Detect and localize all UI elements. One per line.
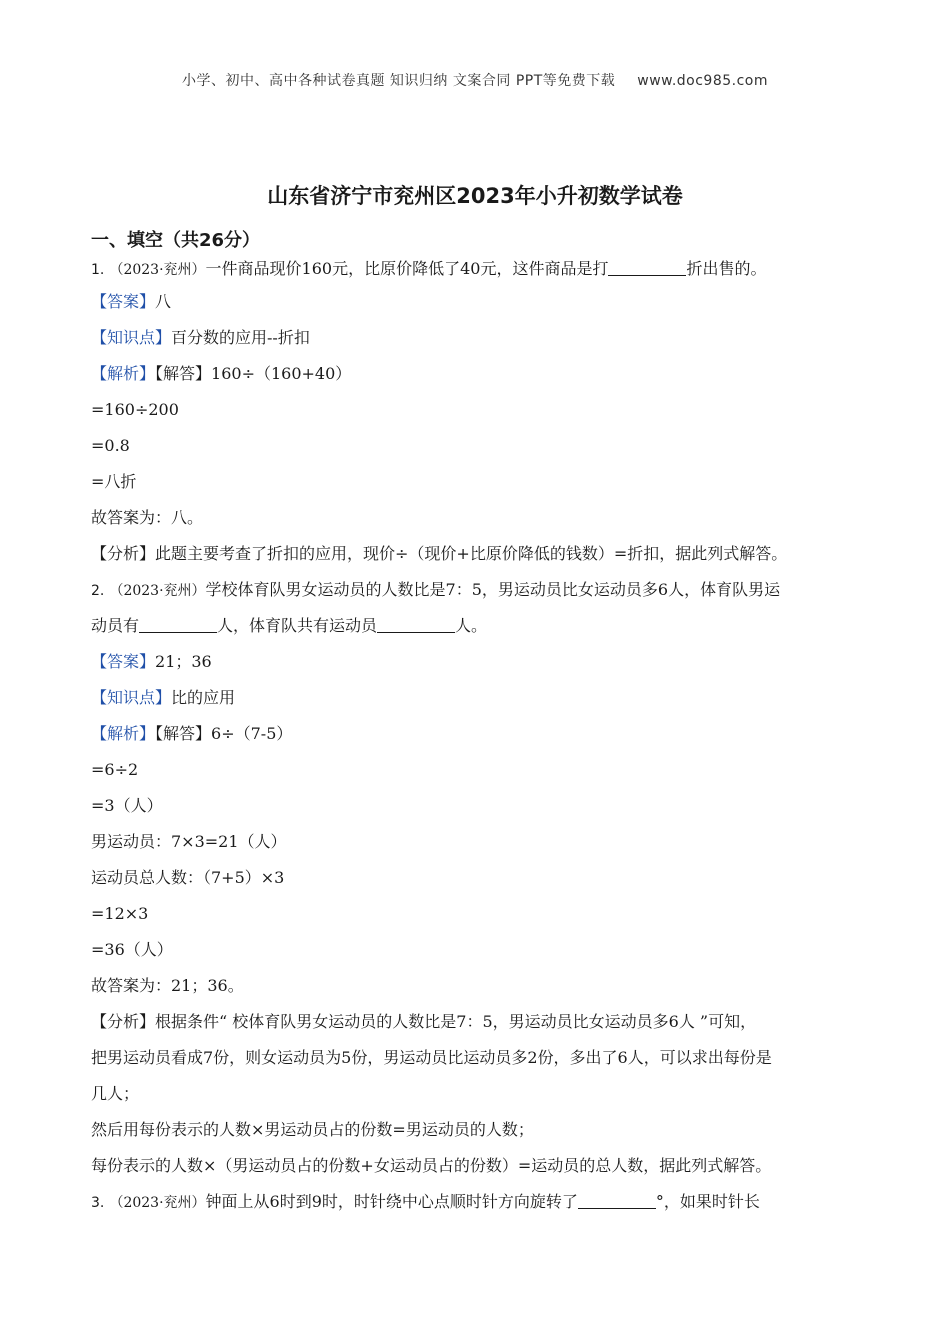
solution-step: 男运动员：7×3=21（人）: [91, 832, 287, 851]
solution-label: 【解答】: [155, 724, 212, 743]
question-number: 1.: [91, 262, 105, 278]
header-text: 小学、初中、高中各种试卷真题 知识归纳 文案合同 PPT等免费下载: [181, 73, 616, 89]
answer-blank: [578, 1190, 656, 1209]
solution-step: =0.8: [91, 436, 130, 455]
solution-conclusion: 故答案为：八。: [91, 508, 204, 527]
answer-blank: [377, 614, 455, 633]
document-body: [91, 228, 871, 1220]
fenxi-text: 根据条件“ 校体育队男女运动员的人数比是7：5，男运动员比女运动员多6人 ”可知，: [155, 1012, 757, 1031]
question-2: [91, 572, 871, 608]
fenxi-line: [91, 536, 871, 572]
fenxi-line: [91, 1004, 871, 1040]
solution-label: 【解答】: [155, 364, 212, 383]
analysis-label: 【解析】: [91, 364, 156, 383]
answer-value: 八: [155, 292, 172, 311]
fenxi-text: 几人；: [91, 1084, 140, 1103]
solution-step: 160÷（160+40）: [211, 364, 352, 383]
page-header: [0, 70, 950, 90]
answer-label: 【答案】: [91, 292, 156, 311]
question-source: （2023·兖州）: [109, 583, 206, 599]
question-source: （2023·兖州）: [109, 1195, 206, 1211]
solution-line: [91, 356, 871, 392]
question-3: [91, 1184, 871, 1220]
question-text: 钟面上从6时到9时，时针绕中心点顺时针方向旋转了: [205, 1192, 578, 1211]
solution-conclusion: 故答案为：21；36。: [91, 976, 244, 995]
solution-step: =八折: [91, 472, 137, 491]
solution-line: [91, 716, 871, 752]
answer-blank: [139, 614, 217, 633]
solution-step: =160÷200: [91, 400, 179, 419]
fenxi-label: 【分析】: [91, 1012, 156, 1031]
knowledge-value: 比的应用: [171, 688, 236, 707]
question-text: 动员有: [91, 616, 140, 635]
analysis-label: 【解析】: [91, 724, 156, 743]
question-2-continued: [91, 608, 871, 644]
document-title: 山东省济宁市兖州区2023年小升初数学试卷: [267, 184, 683, 208]
question-1: [91, 254, 871, 284]
solution-step: =6÷2: [91, 760, 139, 779]
solution-step: 6÷（7-5）: [211, 724, 293, 743]
knowledge-label: 【知识点】: [91, 688, 172, 707]
knowledge-line: [91, 320, 871, 356]
solution-step: =12×3: [91, 904, 149, 923]
question-text-end: 人。: [455, 616, 488, 635]
question-text: 学校体育队男女运动员的人数比是7：5，男运动员比女运动员多6人，体育队男运: [205, 580, 781, 599]
knowledge-value: 百分数的应用--折扣: [171, 328, 310, 347]
answer-label: 【答案】: [91, 652, 156, 671]
answer-line: [91, 644, 871, 680]
question-text: 人，体育队共有运动员: [217, 616, 378, 635]
fenxi-text: 此题主要考查了折扣的应用，现价÷（现价+比原价降低的钱数）=折扣，据此列式解答。: [155, 544, 788, 563]
solution-step: =3（人）: [91, 796, 163, 815]
answer-blank: [608, 257, 686, 276]
answer-line: [91, 284, 871, 320]
question-source: （2023·兖州）: [109, 262, 206, 278]
fenxi-text: 然后用每份表示的人数×男运动员占的份数=男运动员的人数；: [91, 1120, 534, 1139]
section-heading: 一、填空（共26分）: [91, 230, 261, 251]
knowledge-label: 【知识点】: [91, 328, 172, 347]
question-text-end: °，如果时针长: [655, 1192, 760, 1211]
fenxi-text: 把男运动员看成7份，则女运动员为5份，男运动员比运动员多2份，多出了6人，可以求出每份是: [91, 1048, 772, 1067]
header-site-link[interactable]: www.doc985.com: [637, 73, 769, 89]
question-text: 一件商品现价160元，比原价降低了40元，这件商品是打: [205, 259, 609, 278]
fenxi-text: 每份表示的人数×（男运动员占的份数+女运动员占的份数）=运动员的总人数，据此列式解答。: [91, 1156, 772, 1175]
question-number: 3.: [91, 1195, 105, 1211]
solution-step: =36（人）: [91, 940, 173, 959]
solution-step: 运动员总人数：（7+5）×3: [91, 868, 285, 887]
knowledge-line: [91, 680, 871, 716]
question-text-end: 折出售的。: [686, 259, 767, 278]
fenxi-label: 【分析】: [91, 544, 156, 563]
question-number: 2.: [91, 583, 105, 599]
answer-value: 21；36: [155, 652, 212, 671]
